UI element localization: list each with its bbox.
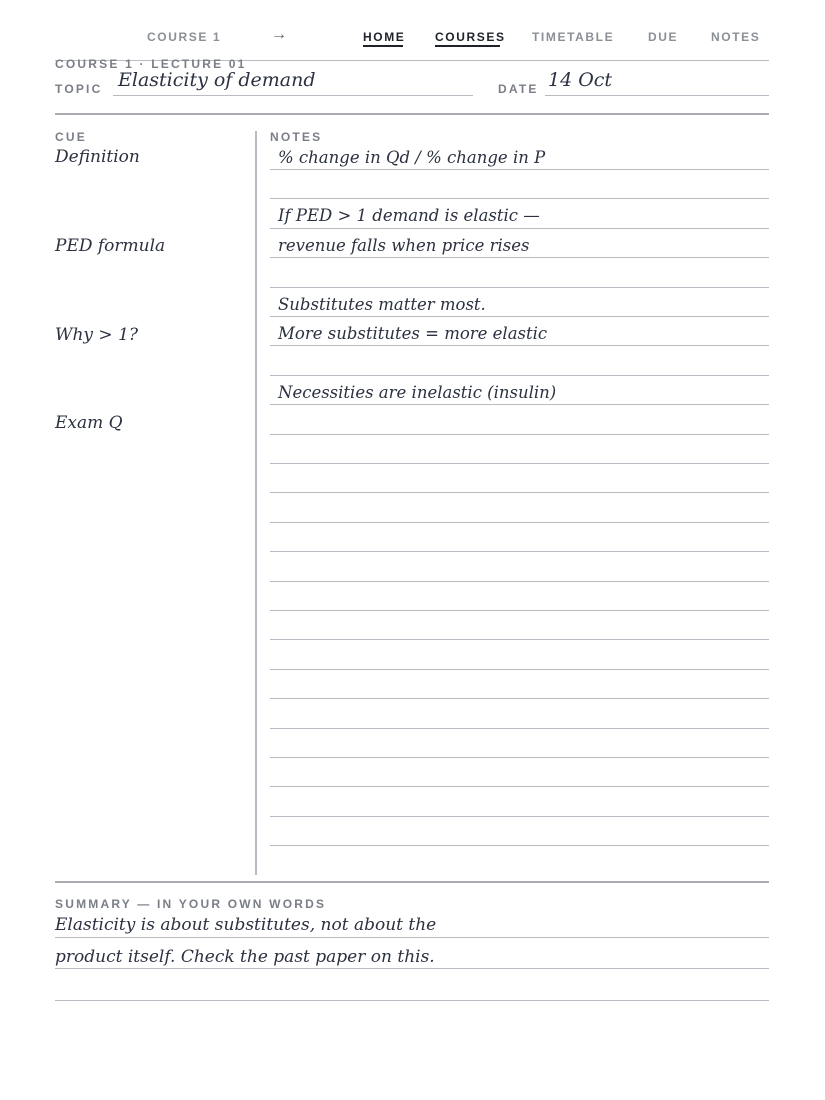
topic-field[interactable]: Elasticity of demand (118, 69, 316, 91)
ruled-line (270, 228, 769, 229)
ruled-line (270, 581, 769, 582)
topic-underline (113, 95, 473, 96)
date-field[interactable]: 14 Oct (548, 69, 613, 91)
nav-due-link[interactable]: DUE (648, 30, 679, 44)
arrow-right-icon: → (271, 26, 287, 43)
note-line: If PED > 1 demand is elastic — (278, 206, 540, 225)
cue-item[interactable]: Why > 1? (55, 325, 139, 345)
nav-courses-underline (435, 45, 500, 47)
header-divider (55, 113, 769, 115)
ruled-line (270, 698, 769, 699)
ruled-line (270, 463, 769, 464)
topic-label: TOPIC (55, 82, 103, 96)
ruled-line (270, 522, 769, 523)
cue-heading: CUE (55, 130, 87, 144)
cue-item[interactable]: Exam Q (55, 413, 123, 433)
ruled-line (270, 639, 769, 640)
note-line: More substitutes = more elastic (278, 324, 548, 343)
summary-rule (55, 937, 769, 938)
ruled-line (270, 316, 769, 317)
ruled-line (270, 816, 769, 817)
ruled-line (270, 375, 769, 376)
ruled-line (270, 551, 769, 552)
column-divider (255, 131, 257, 875)
nav-notes-link[interactable]: NOTES (711, 30, 761, 44)
note-line: Necessities are inelastic (insulin) (278, 383, 557, 402)
ruled-line (270, 728, 769, 729)
ruled-line (270, 345, 769, 346)
ruled-line (270, 845, 769, 846)
nav-home-link[interactable]: HOME (363, 30, 406, 44)
ruled-line (270, 434, 769, 435)
note-line: Substitutes matter most. (278, 295, 486, 314)
ruled-line (270, 757, 769, 758)
cue-item[interactable]: PED formula (55, 236, 166, 256)
ruled-line (270, 786, 769, 787)
summary-line: product itself. Check the past paper on this. (55, 947, 435, 967)
ruled-line (270, 169, 769, 170)
nav-timetable-link[interactable]: TIMETABLE (532, 30, 615, 44)
ruled-line (270, 669, 769, 670)
ruled-line (270, 257, 769, 258)
notes-heading: NOTES (270, 130, 323, 144)
note-line: % change in Qd / % change in P (278, 148, 546, 167)
summary-divider (55, 881, 769, 883)
ruled-line (270, 404, 769, 405)
cue-item[interactable]: Definition (55, 147, 140, 167)
nav-home-underline (363, 45, 403, 47)
ruled-line (270, 287, 769, 288)
nav-course-link[interactable]: COURSE 1 (147, 30, 222, 44)
date-underline (545, 95, 769, 96)
ruled-line (270, 492, 769, 493)
date-label: DATE (498, 82, 539, 96)
course-lecture-label: COURSE 1 · LECTURE 01 (55, 57, 247, 71)
ruled-line (270, 198, 769, 199)
summary-heading: SUMMARY — IN YOUR OWN WORDS (55, 897, 327, 911)
nav-courses-link[interactable]: COURSES (435, 30, 506, 44)
summary-rule (55, 968, 769, 969)
note-line: revenue falls when price rises (278, 236, 530, 255)
summary-rule (55, 1000, 769, 1001)
summary-line: Elasticity is about substitutes, not about the (55, 915, 437, 935)
ruled-line (270, 610, 769, 611)
